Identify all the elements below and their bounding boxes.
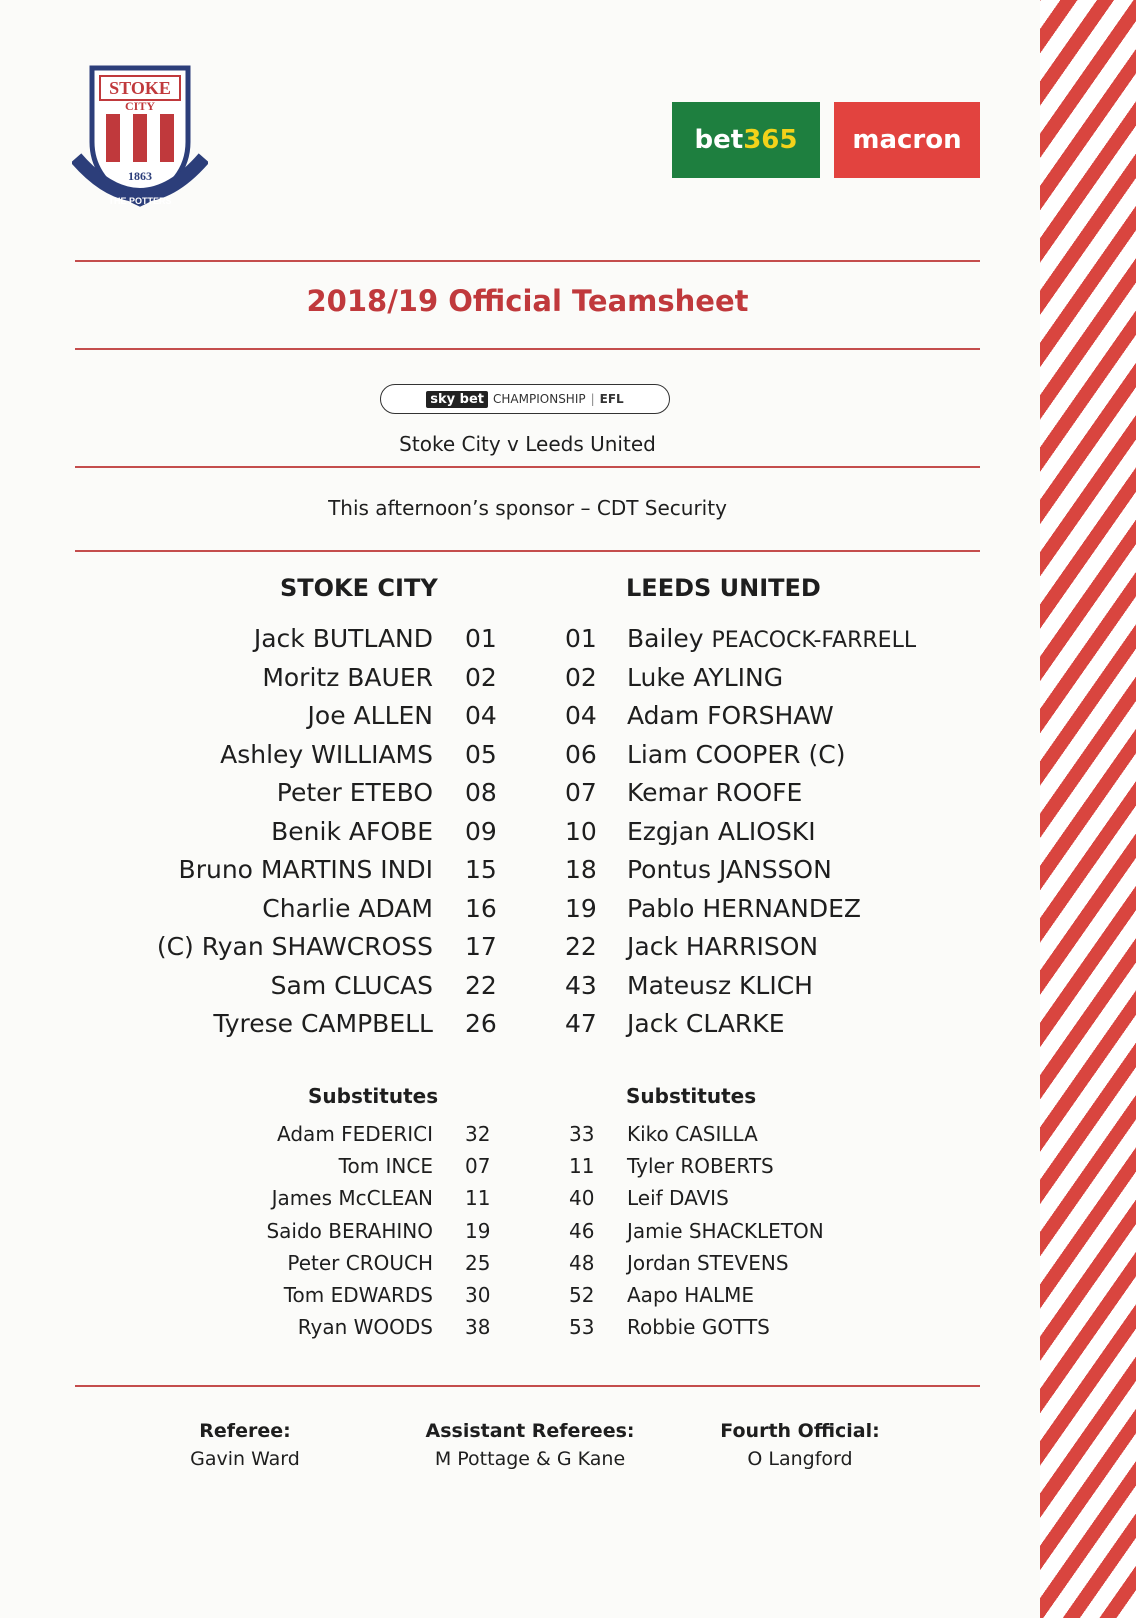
player-row [0,855,960,895]
away-team-heading: LEEDS UNITED [626,574,821,602]
away-player-first-name: Bailey [627,624,704,653]
home-player-name: Sam CLUCAS [270,970,433,1000]
home-sub-number: 25 [465,1250,491,1275]
home-player-name: Peter ETEBO [276,778,433,807]
away-player-number: 07 [565,778,597,807]
home-player-name: Charlie ADAM [262,893,433,923]
home-player-name: Ashley WILLIAMS [220,739,433,769]
divider [75,348,980,350]
divider [75,260,980,262]
away-player-name [627,701,834,730]
player-row [0,932,960,972]
home-sub-number: 38 [465,1315,491,1340]
home-player-number: 15 [465,855,497,884]
fixture-title: Stoke City v Leeds United [399,432,656,456]
away-player-first-name: Adam [627,701,700,730]
player-row [0,778,960,818]
substitute-row [0,1251,960,1283]
home-player-name: Joe ALLEN [307,701,433,730]
away-player-last-name: HARRISON [685,932,819,961]
home-player-number: 08 [465,778,497,807]
assistant-referees-label: Assistant Referees: [425,1420,635,1442]
away-player-number: 43 [565,970,597,1000]
away-sub-number: 11 [569,1154,595,1179]
home-sub-name: Tom INCE [338,1154,433,1179]
home-sub-name: Peter CROUCH [287,1250,433,1275]
away-sub-name: Jamie SHACKLETON [627,1218,824,1243]
away-player-first-name: Jack [627,932,678,961]
svg-text:STOKE: STOKE [109,78,171,98]
away-sub-number: 53 [569,1315,595,1340]
red-white-stripe-border [1040,0,1136,1618]
away-player-last-name: KLICH [739,970,813,1000]
substitute-row [0,1122,960,1154]
substitute-row [0,1154,960,1186]
player-row [0,817,960,857]
away-player-number: 06 [565,739,597,769]
away-player-number: 19 [565,893,597,923]
away-player-name [627,894,861,923]
home-player-number: 04 [465,701,497,730]
home-player-number: 09 [465,816,497,846]
home-player-number: 05 [465,739,497,769]
away-sub-name: Robbie GOTTS [627,1315,770,1340]
away-player-first-name: Kemar [627,778,708,807]
home-sub-number: 30 [465,1283,491,1307]
assistant-referees-block [400,1420,660,1470]
away-player-last-name: COOPER (C) [695,739,846,769]
away-player-last-name: HERNANDEZ [702,893,861,923]
away-sub-number: 52 [569,1283,595,1307]
home-sub-name: Adam FEDERICI [277,1122,433,1146]
bet365-sponsor-logo: bet 365 [672,102,820,178]
home-player-number: 26 [465,1009,497,1038]
away-player-number: 10 [565,816,597,846]
away-player-first-name: Jack [627,1009,678,1038]
away-player-first-name: Pablo [627,893,695,923]
away-player-name [627,971,813,1000]
league-badge-logo: sky bet CHAMPIONSHIP | EFL [380,384,670,414]
away-player-first-name: Liam [627,739,688,769]
away-player-name [627,855,832,884]
away-player-last-name: FORSHAW [707,701,834,730]
away-player-number: 01 [565,624,597,653]
divider [75,550,980,552]
away-substitutes-heading: Substitutes [626,1084,757,1108]
away-sub-number: 48 [569,1250,595,1275]
away-player-name [627,740,845,769]
away-player-name [627,932,818,961]
home-player-name: Bruno MARTINS INDI [178,855,433,884]
fourth-official-label: Fourth Official: [720,1420,880,1442]
player-row [0,740,960,780]
macron-sponsor-logo: macron [834,102,980,178]
home-player-name: Moritz BAUER [262,662,433,692]
assistant-referees-names: M Pottage & G Kane [434,1448,626,1470]
away-player-last-name: JANSSON [718,855,832,884]
away-sub-name: Jordan STEVENS [627,1250,789,1275]
home-sub-number: 07 [465,1154,491,1179]
away-player-first-name: Luke [627,662,686,692]
svg-text:CITY: CITY [124,99,156,113]
home-player-number: 17 [465,932,497,961]
away-player-number: 22 [565,932,597,961]
away-player-name [627,624,916,653]
away-player-first-name: Pontus [627,855,711,884]
referee-name: Gavin Ward [190,1448,300,1470]
fourth-official-block [700,1420,900,1470]
home-sub-number: 11 [465,1186,491,1211]
player-row [0,701,960,741]
svg-text:1863: 1863 [128,169,152,183]
away-player-number: 02 [565,662,597,692]
away-player-name [627,1009,785,1038]
home-player-name: Tyrese CAMPBELL [213,1009,433,1038]
stoke-city-crest-logo [72,62,208,212]
away-sub-number: 40 [569,1186,595,1211]
away-player-name [627,778,802,807]
referee-label: Referee: [199,1420,291,1442]
home-sub-name: Tom EDWARDS [283,1283,433,1307]
substitute-row [0,1283,960,1315]
home-sub-name: Ryan WOODS [297,1315,433,1340]
match-sponsor-text: This afternoon’s sponsor – CDT Security [328,496,727,520]
home-substitutes-heading: Substitutes [308,1084,439,1108]
divider [75,1385,980,1387]
home-player-number: 01 [465,624,497,653]
substitute-row [0,1315,960,1347]
home-sub-name: James McCLEAN [271,1186,433,1211]
away-player-last-name: CLARKE [685,1009,785,1038]
home-player-number: 02 [465,662,497,692]
away-sub-name: Leif DAVIS [627,1186,729,1211]
away-sub-name: Kiko CASILLA [627,1122,758,1146]
home-sub-number: 19 [465,1218,491,1243]
fourth-official-name: O Langford [747,1448,853,1470]
away-player-number: 47 [565,1009,597,1038]
home-team-heading: STOKE CITY [280,574,438,602]
player-row [0,971,960,1011]
away-player-name [627,817,816,846]
away-player-last-name: PEACOCK-FARRELL [711,628,917,653]
away-sub-number: 46 [569,1218,595,1243]
home-sub-number: 32 [465,1122,491,1146]
referee-block [160,1420,330,1470]
away-sub-number: 33 [569,1122,595,1146]
away-player-name [627,663,783,692]
away-sub-name: Tyler ROBERTS [627,1154,774,1179]
away-sub-name: Aapo HALME [627,1283,754,1307]
divider [75,466,980,468]
away-player-last-name: AYLING [693,662,784,692]
player-row [0,894,960,934]
away-player-first-name: Ezgjan [627,816,710,846]
substitute-row [0,1219,960,1251]
player-row [0,624,960,664]
away-player-last-name: ALIOSKI [717,816,816,846]
home-player-number: 22 [465,970,497,1000]
home-player-name: (C) Ryan SHAWCROSS [156,932,433,961]
player-row [0,1009,960,1049]
player-row [0,663,960,703]
away-player-number: 18 [565,855,597,884]
home-player-name: Jack BUTLAND [253,624,433,653]
svg-text:THE POTTERS: THE POTTERS [108,196,172,206]
away-player-last-name: ROOFE [715,778,803,807]
home-player-name: Benik AFOBE [271,816,433,846]
page-title: 2018/19 Official Teamsheet [306,284,749,318]
away-player-number: 04 [565,701,597,730]
home-sub-name: Saido BERAHINO [266,1218,433,1243]
substitute-row [0,1186,960,1218]
away-player-first-name: Mateusz [627,970,732,1000]
home-player-number: 16 [465,893,497,923]
